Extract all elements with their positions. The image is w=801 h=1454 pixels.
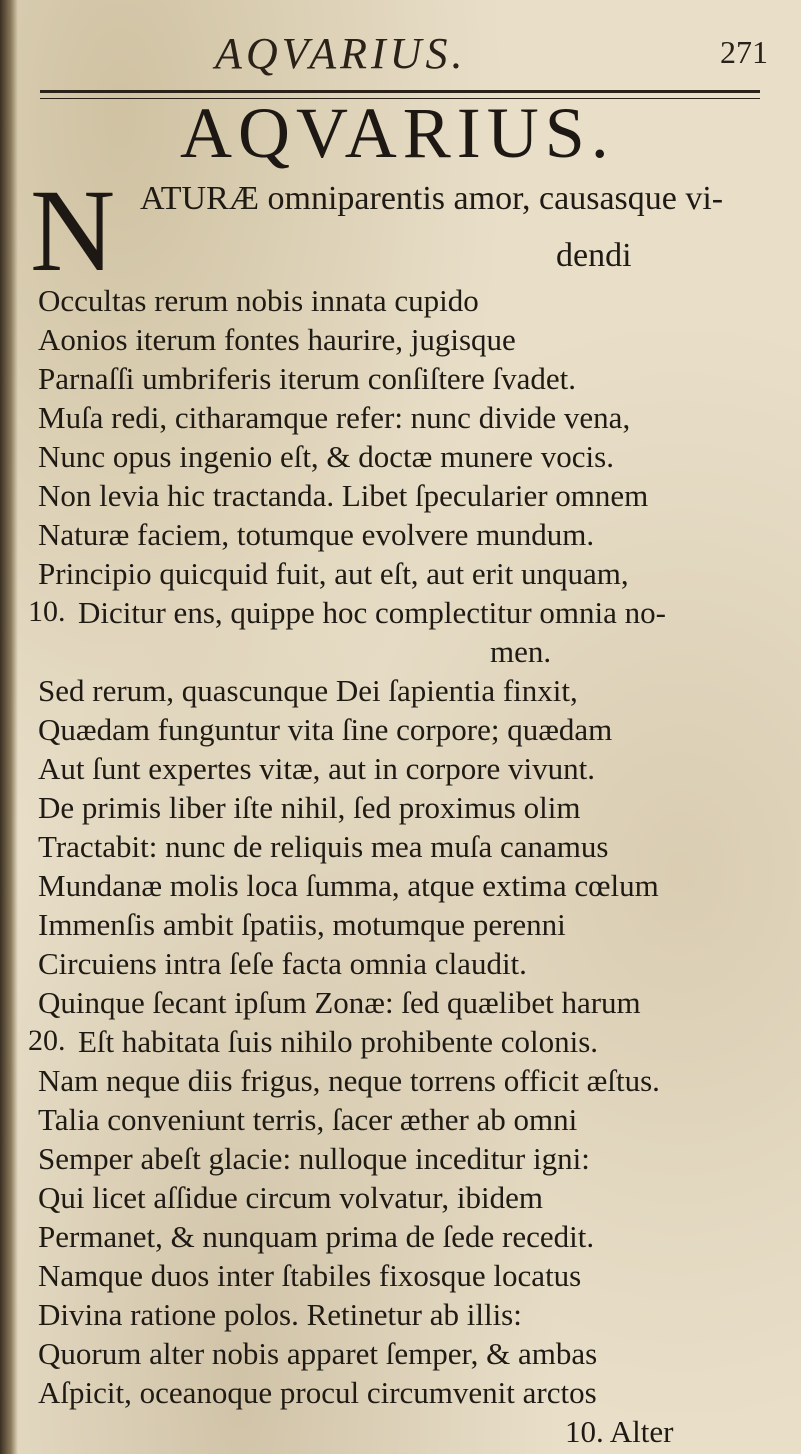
verse-text: Talia conveniunt terris, ſacer æther ab omni (38, 1102, 578, 1137)
line-number: 20. (28, 1024, 66, 1057)
verse-continuation: men. (490, 634, 552, 669)
verse-text: Principio quicquid fuit, aut eſt, aut erit unquam, (38, 556, 629, 591)
verse-text: De primis liber iſte nihil, ſed proximus olim (38, 790, 581, 825)
verse-text: Aſpicit, oceanoque procul circumvenit arctos (38, 1375, 597, 1410)
verse-text: Nunc opus ingenio eſt, & doctæ munere vocis. (38, 439, 614, 474)
opening-line-continuation: dendi (556, 237, 632, 274)
verse-text: Tractabit: nunc de reliquis mea muſa canamus (38, 829, 609, 864)
running-title: AQVARIUS. (215, 29, 467, 78)
verse-text: Aut ſunt expertes vitæ, aut in corpore vivunt. (38, 751, 596, 786)
verse-text: Occultas rerum nobis innata cupido (38, 283, 479, 318)
verse-text: Aonios iterum fontes haurire, jugisque (38, 322, 516, 357)
verse-text: Circuiens intra ſeſe facta omnia claudit. (38, 946, 527, 981)
verse-text: Naturæ faciem, totumque evolvere mundum. (38, 517, 595, 552)
chapter-title: AQVARIUS. (180, 93, 615, 173)
verse-text: Permanet, & nunquam prima de ſede recedit. (38, 1219, 595, 1254)
verse-text: Quinque ſecant ipſum Zonæ: ſed quælibet harum (38, 985, 641, 1020)
verse-text: Quædam funguntur vita ſine corpore; quædam (38, 712, 613, 747)
opening-line: ATURÆ omniparentis amor, causasque vi- (140, 180, 724, 217)
verse-text: Non levia hic tractanda. Libet ſpecularier omnem (38, 478, 649, 513)
line-number: 10. (28, 595, 66, 628)
verse-text: Parnaſſi umbriferis iterum conſiſtere ſvadet. (38, 361, 577, 396)
verse-text: Nam neque diis frigus, neque torrens officit æſtus. (38, 1063, 660, 1098)
verse-text: Muſa redi, citharamque refer: nunc divide vena, (38, 400, 631, 435)
drop-capital: N (30, 165, 116, 296)
catchword: 10. Alter (565, 1414, 674, 1449)
running-head (215, 28, 775, 78)
verse-text: Sed rerum, quascunque Dei ſapientia finxit, (38, 673, 578, 708)
verse-text: Qui licet aſſidue circum volvatur, ibidem (38, 1180, 543, 1215)
verse-text: Eſt habitata ſuis nihilo prohibente colonis. (78, 1024, 599, 1059)
verse-text: Namque duos inter ſtabiles fixosque locatus (38, 1258, 582, 1293)
verse-text: Quorum alter nobis apparet ſemper, & ambas (38, 1336, 598, 1371)
verse-text: Semper abeſt glacie: nulloque inceditur igni: (38, 1141, 590, 1176)
verse-text: Immenſis ambit ſpatiis, motumque perenni (38, 907, 566, 942)
page-number: 271 (720, 34, 768, 70)
verse-text: Divina ratione polos. Retinetur ab illis: (38, 1297, 522, 1332)
verse-text: Dicitur ens, quippe hoc complectitur omnia no- (78, 595, 666, 630)
verse-text: Mundanæ molis loca ſumma, atque extima cœlum (38, 868, 659, 903)
